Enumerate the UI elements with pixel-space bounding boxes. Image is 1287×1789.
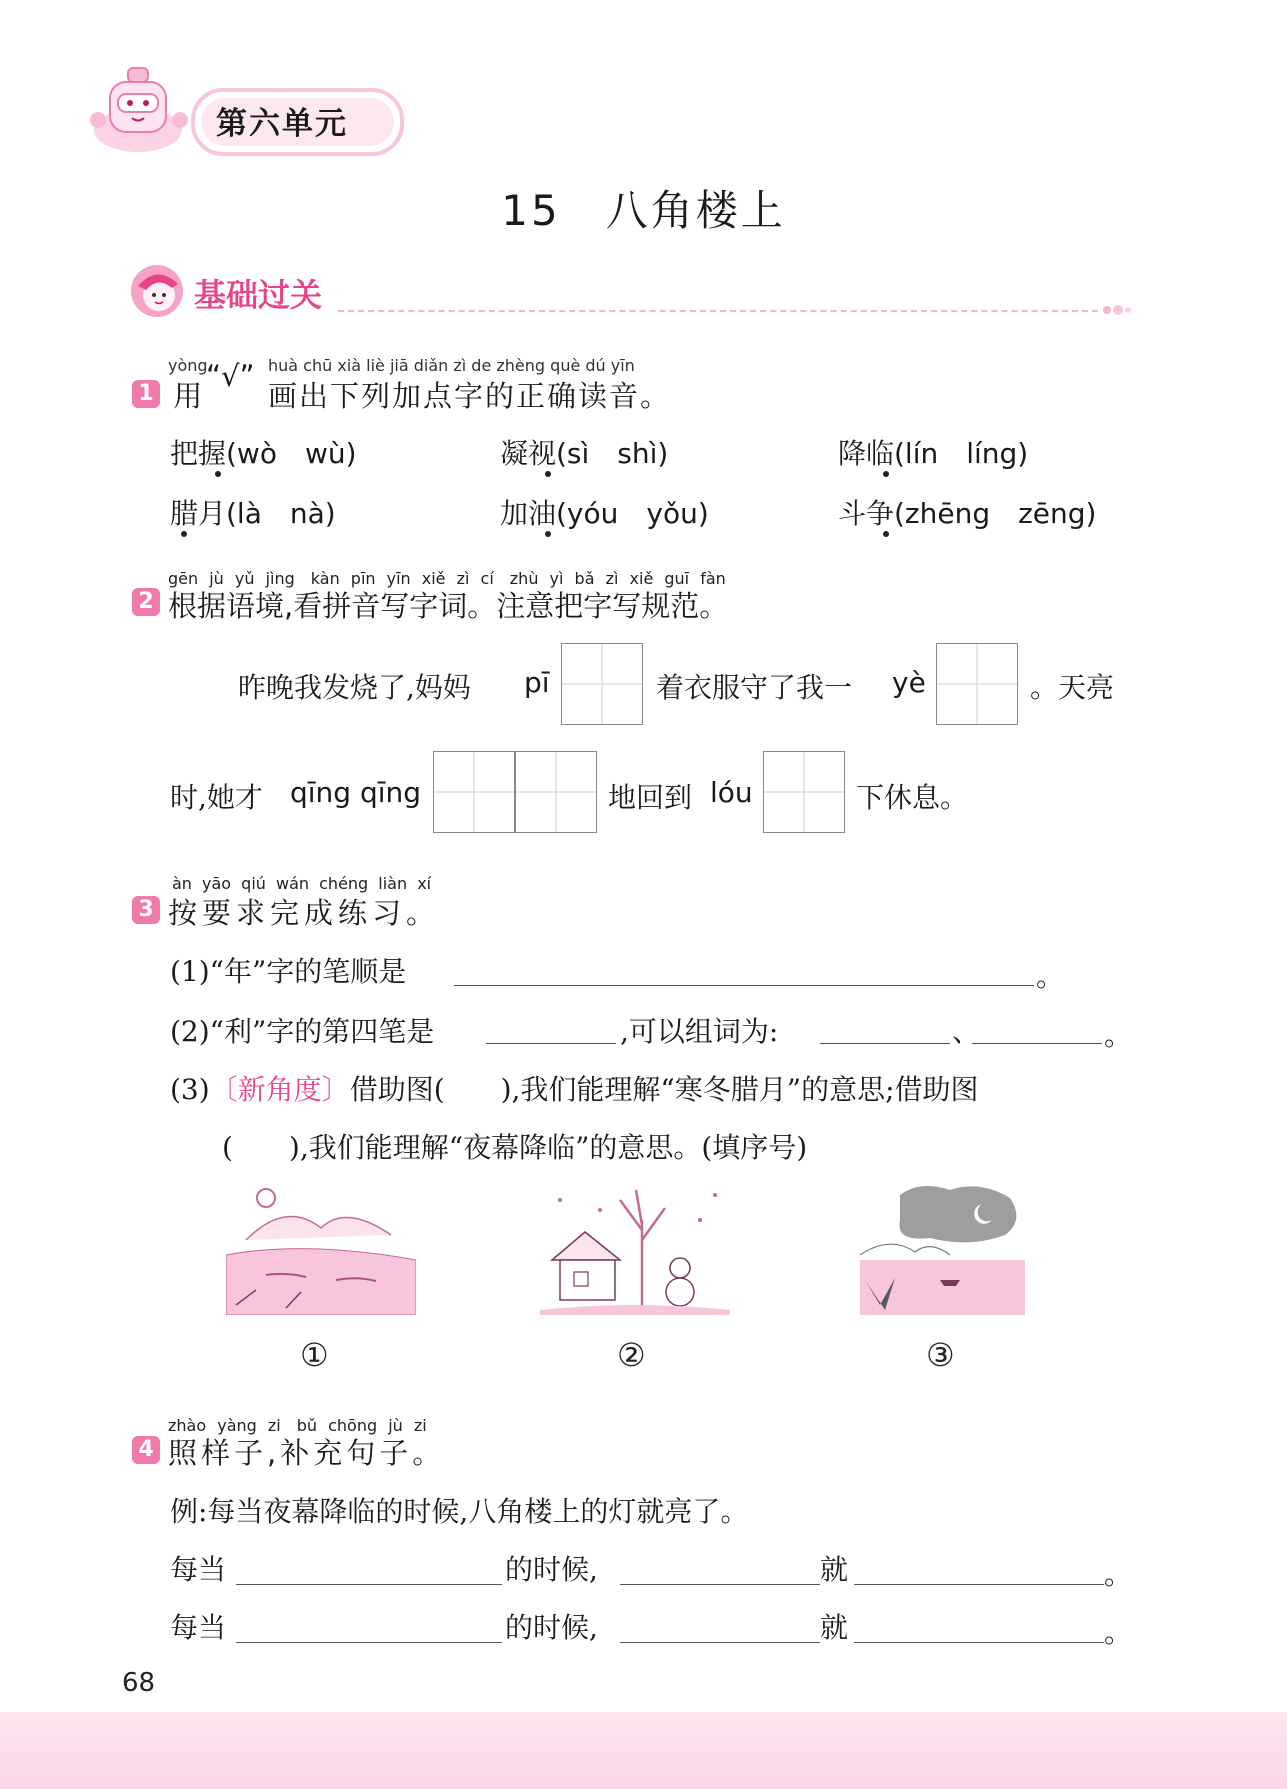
- q1-title-word: [168, 356, 208, 416]
- lesson-title: 15 八角楼上: [501, 186, 786, 235]
- answer-line[interactable]: [854, 1584, 1104, 1585]
- q2-pinyin: yè: [892, 666, 926, 699]
- q3-item-1: (1)“年”字的笔顺是: [170, 955, 407, 988]
- q2-title: 根据语境,看拼音写字词。注意把字写规范。: [168, 589, 729, 623]
- q4-row-start: 每当: [170, 1553, 227, 1586]
- winter-house-picture: [540, 1180, 730, 1315]
- writing-grid-box[interactable]: [515, 751, 597, 833]
- q4-row-start: 每当: [170, 1611, 227, 1644]
- q2-pinyin: lóu: [710, 776, 753, 809]
- writing-grid-box[interactable]: [936, 643, 1018, 725]
- writing-grid-box[interactable]: [763, 751, 845, 833]
- girl-avatar-icon: [128, 262, 186, 320]
- question-4-badge: 4: [132, 1436, 160, 1464]
- q3-item-2-mid: ,可以组词为:: [620, 1015, 779, 1048]
- q2-text: 着衣服守了我一: [656, 671, 853, 704]
- emphasis-dot: [215, 471, 221, 477]
- unit-banner: [96, 82, 406, 158]
- q1-title-word: [268, 356, 671, 416]
- hanzi: 画出下列加点字的正确读音。: [268, 379, 672, 413]
- hanzi: 用: [173, 379, 203, 413]
- new-angle-tag: 〔新角度〕: [209, 1073, 350, 1106]
- section-header: [128, 262, 1128, 322]
- q4-row-jiu: 就: [820, 1553, 849, 1586]
- picture-label: ②: [617, 1336, 646, 1374]
- answer-line[interactable]: [620, 1584, 820, 1585]
- question-3-badge: 3: [132, 896, 160, 924]
- q4-period: 。: [1104, 1616, 1133, 1649]
- picture-label: ③: [926, 1336, 955, 1374]
- answer-line[interactable]: [854, 1642, 1104, 1643]
- q4-row-mid: 的时候,: [505, 1611, 598, 1644]
- q2-text: 昨晚我发烧了,妈妈: [238, 671, 471, 704]
- pinyin: huà chū xià liè jiā diǎn zì de zhèng què dú yīn: [268, 356, 635, 375]
- emphasis-dot: [883, 531, 889, 537]
- q2-pinyin: pī: [524, 666, 550, 699]
- q4-title: 照样子,补充句子。: [168, 1436, 446, 1470]
- q3-title: 按要求完成练习。: [168, 896, 441, 930]
- bottom-band: [0, 1712, 1287, 1789]
- answer-line[interactable]: [820, 1043, 950, 1044]
- q1-item: 降临(lín líng): [838, 437, 1029, 470]
- q4-period: 。: [1104, 1558, 1133, 1591]
- q2-text: 。天亮: [1030, 671, 1115, 704]
- answer-line[interactable]: [454, 985, 1034, 986]
- q1-item: 斗争(zhēng zēng): [838, 497, 1097, 530]
- q1-item: 把握(wò wù): [170, 437, 357, 470]
- q4-row-mid: 的时候,: [505, 1553, 598, 1586]
- emphasis-dot: [545, 471, 551, 477]
- answer-line[interactable]: [236, 1642, 502, 1643]
- q3-period: 。: [1104, 1019, 1133, 1052]
- emphasis-dot: [883, 471, 889, 477]
- answer-line[interactable]: [236, 1584, 502, 1585]
- question-2-badge: 2: [132, 588, 160, 616]
- emphasis-dot: [181, 531, 187, 537]
- landscape-picture: [226, 1180, 416, 1315]
- unit-title: 第六单元: [216, 106, 348, 142]
- q3-item-3: [170, 1068, 979, 1108]
- q3-period: 。: [1036, 960, 1065, 993]
- q2-title-pinyin: gēn jù yǔ jìng kàn pīn yīn xiě zì cí zhù yì bǎ zì xiě guī fàn: [168, 569, 726, 588]
- q3-item-3-num: (3): [170, 1073, 210, 1106]
- answer-line[interactable]: [620, 1642, 820, 1643]
- writing-grid-box[interactable]: [561, 643, 643, 725]
- q1-item: 凝视(sì shì): [500, 437, 669, 470]
- emphasis-dot: [545, 531, 551, 537]
- q2-text: 地回到: [608, 781, 693, 814]
- answer-line[interactable]: [972, 1043, 1102, 1044]
- writing-grid-box[interactable]: [433, 751, 515, 833]
- section-title: 基础过关: [194, 276, 323, 314]
- question-1-badge: 1: [132, 380, 160, 408]
- q4-row-jiu: 就: [820, 1611, 849, 1644]
- q1-item: 加油(yóu yǒu): [500, 497, 709, 530]
- q1-item: 腊月(là nà): [170, 497, 336, 530]
- q4-example: 例:每当夜幕降临的时候,八角楼上的灯就亮了。: [170, 1495, 749, 1528]
- q2-pinyin: qīng qīng: [290, 776, 422, 809]
- q4-title-pinyin: zhào yàng zi bǔ chōng jù zi: [168, 1416, 427, 1435]
- picture-label: ①: [300, 1336, 329, 1374]
- q2-text: 时,她才: [170, 781, 263, 814]
- q1-title-word: [206, 356, 255, 396]
- q3-sep: 、: [952, 1015, 981, 1048]
- q3-item-3-text: 借助图( ),我们能理解“寒冬腊月”的意思;借助图: [349, 1073, 979, 1106]
- q3-item-3-cont: ( ),我们能理解“夜幕降临”的意思。(填序号): [222, 1131, 808, 1164]
- hanzi: “√”: [206, 359, 255, 393]
- answer-line[interactable]: [486, 1043, 616, 1044]
- page-number: 68: [122, 1668, 156, 1698]
- night-lake-picture: [860, 1180, 1025, 1315]
- q3-title-pinyin: àn yāo qiú wán chéng liàn xí: [172, 874, 432, 893]
- section-divider: [338, 310, 1098, 312]
- q3-item-2: (2)“利”字的第四笔是: [170, 1015, 435, 1048]
- q2-text: 下休息。: [856, 781, 969, 814]
- dots-decoration-icon: [1102, 302, 1132, 318]
- pinyin: yòng: [168, 356, 208, 375]
- mascot-icon: [82, 60, 202, 160]
